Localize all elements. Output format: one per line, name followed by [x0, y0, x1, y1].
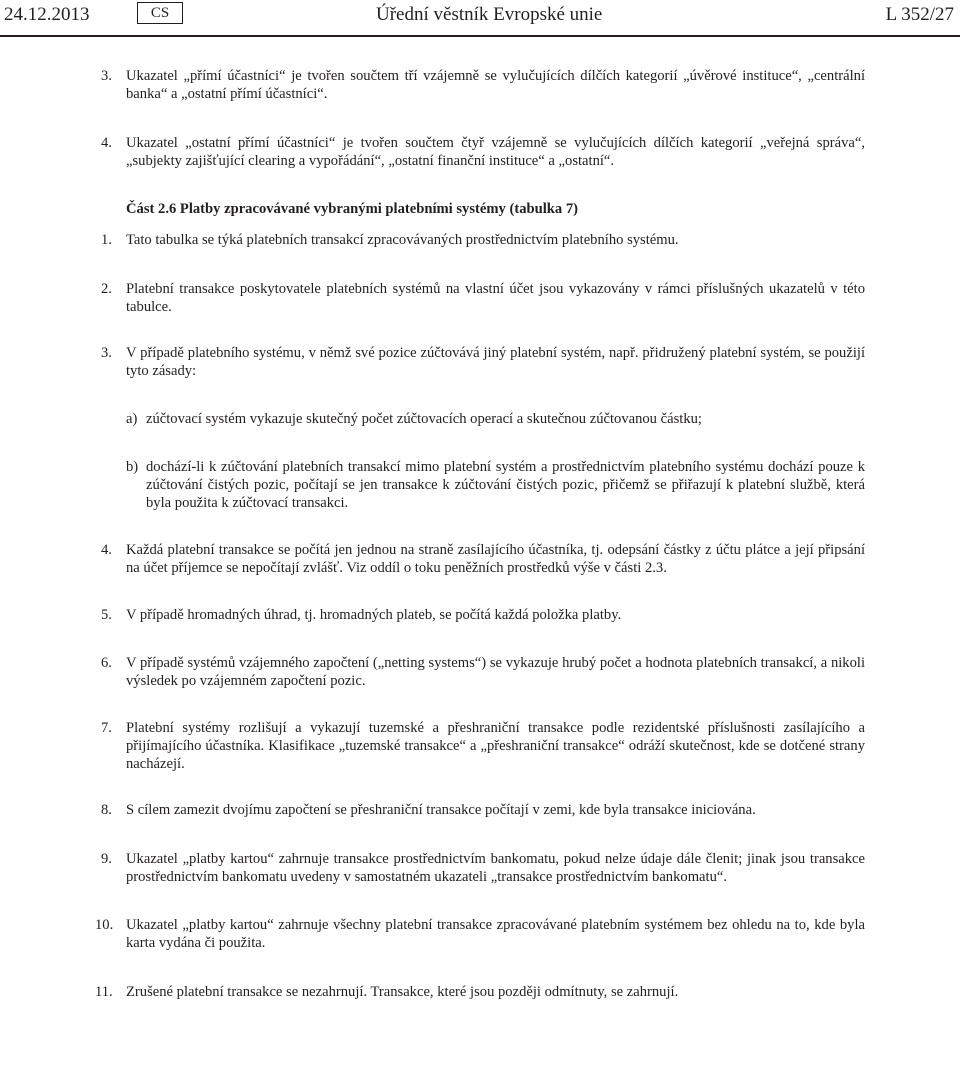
paragraph-c-5 — [101, 606, 865, 624]
paragraph-number: 11. — [95, 984, 113, 1000]
journal-title: Úřední věstník Evropské unie — [376, 4, 603, 25]
paragraph-c-4 — [101, 541, 865, 577]
paragraph-c-8 — [101, 801, 865, 819]
paragraph-text: V případě platebního systému, v němž své pozice zúčtovává jiný platební systém, např. přidružený platební systém, se použijí tyto zásady: — [126, 345, 865, 379]
sub-item-label: b) — [126, 459, 139, 475]
paragraph-text: Ukazatel „platby kartou“ zahrnuje všechny platební transakce zpracovávané platebním systémem bez ohledu na to, kde byla karta vydána či použita. — [126, 917, 865, 951]
paragraph-text: V případě hromadných úhrad, tj. hromadných plateb, se počítá každá položka platby. — [126, 607, 622, 623]
header-divider — [0, 35, 960, 37]
paragraph-number: 7. — [101, 720, 112, 736]
paragraph-c-11 — [95, 983, 865, 1001]
paragraph-b-1 — [101, 231, 865, 249]
paragraph-c-6 — [101, 654, 865, 690]
paragraph-number: 3. — [101, 68, 112, 84]
paragraph-number: 4. — [101, 542, 112, 558]
sub-item-a — [101, 410, 865, 428]
paragraph-number: 8. — [101, 802, 112, 818]
paragraph-number: 9. — [101, 851, 112, 867]
paragraph-number: 3. — [101, 345, 112, 361]
paragraph-number: 4. — [101, 135, 112, 151]
paragraph-number: 2. — [101, 281, 112, 297]
language-badge: CS — [137, 2, 183, 24]
paragraph-text: Zrušené platební transakce se nezahrnují. Transakce, které jsou později odmítnuty, se zahrnují. — [126, 984, 679, 1000]
paragraph-c-10 — [95, 916, 865, 952]
paragraph-number: 5. — [101, 607, 112, 623]
section-heading: Část 2.6 Platby zpracovávané vybranými platebními systémy (tabulka 7) — [126, 201, 579, 217]
paragraph-a-4 — [101, 134, 865, 170]
paragraph-text: Každá platební transakce se počítá jen jednou na straně zasílajícího účastníka, tj. odepsání částky z účtu plátce a její připsání na účet příjemce se nepočítají zvlášť. Viz oddíl o toku peněžních prostředků výše v části 2.3. — [126, 542, 865, 576]
paragraph-text: Ukazatel „platby kartou“ zahrnuje transakce prostřednictvím bankomatu, pokud nelze údaje dále členit; jinak jsou transakce prostřednictvím bankomatu uvedeny v samostatném ukazateli „transakce prostřednictvím bankomatu“. — [126, 851, 865, 885]
sub-item-text: dochází-li k zúčtování platebních transakcí mimo platební systém a prostřednictvím platebního systému dochází pouze k zúčtování čistých pozic, počítají se jen transakce k zúčtování čistých pozic, přičemž se přiřazují k platební službě, která byla použita k zúčtovací transakci. — [146, 459, 865, 511]
journal-header — [0, 0, 960, 38]
paragraph-text: Tato tabulka se týká platebních transakcí zpracovávaných prostřednictvím platebního systému. — [126, 232, 679, 248]
paragraph-text: Platební systémy rozlišují a vykazují tuzemské a přeshraniční transakce podle rezidentské příslušnosti zasílajícího a přijímajícího účastníka. Klasifikace „tuzemské transakce“ a „přeshraniční transakce“ odráží skutečnost, kde se dotčené strany nacházejí. — [126, 720, 865, 772]
paragraph-text: S cílem zamezit dvojímu započtení se přeshraniční transakce počítají v zemi, kde byla transakce iniciována. — [126, 802, 756, 818]
publication-date: 24.12.2013 — [4, 4, 90, 25]
sub-item-text: zúčtovací systém vykazuje skutečný počet zúčtovacích operací a skutečnou zúčtovanou částku; — [146, 411, 702, 427]
paragraph-number: 10. — [95, 917, 114, 933]
paragraph-a-3 — [101, 67, 865, 103]
sub-item-label: a) — [126, 411, 138, 427]
paragraph-b-3 — [101, 344, 865, 380]
paragraph-text: Platební transakce poskytovatele platebních systémů na vlastní účet jsou vykazovány v rámci příslušných ukazatelů v této tabulce. — [126, 281, 865, 315]
paragraph-text: V případě systémů vzájemného započtení („netting systems“) se vykazuje hrubý počet a hodnota platebních transakcí, a nikoli výsledek po vzájemném započtení pozic. — [126, 655, 865, 689]
sub-item-b — [101, 458, 865, 512]
paragraph-number: 1. — [101, 232, 112, 248]
paragraph-number: 6. — [101, 655, 112, 671]
paragraph-text: Ukazatel „ostatní přímí účastníci“ je tvořen součtem čtyř vzájemně se vylučujících dílčích kategorií „veřejná správa“, „subjekty zajišťující clearing a vypořádání“, „ostatní finanční instituce“ a „ostatní“. — [126, 135, 865, 169]
paragraph-c-7 — [101, 719, 865, 773]
paragraph-text: Ukazatel „přímí účastníci“ je tvořen součtem tří vzájemně se vylučujících dílčích kategorií „úvěrové instituce“, „centrální banka“ a „ostatní přímí účastníci“. — [126, 68, 865, 102]
paragraph-b-2 — [101, 280, 865, 316]
paragraph-c-9 — [101, 850, 865, 886]
page-reference: L 352/27 — [885, 4, 954, 25]
